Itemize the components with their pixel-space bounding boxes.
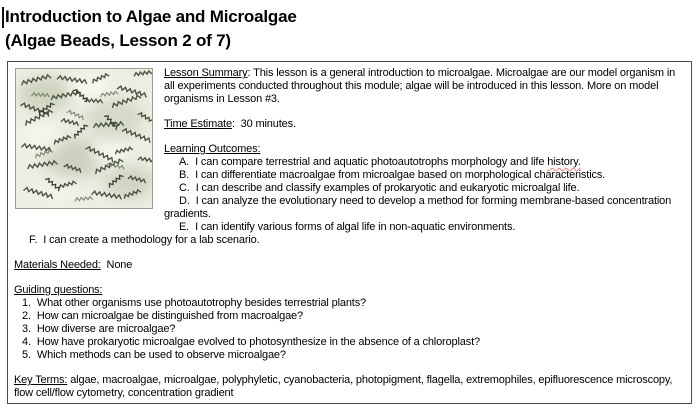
learning-outcomes-heading: Learning Outcomes: bbox=[164, 143, 261, 155]
learning-outcome-item-marker: D. bbox=[179, 195, 190, 207]
page-title-line1: Introduction to Algae and Microalgae bbox=[5, 7, 297, 26]
key-terms-label: Key Terms: bbox=[14, 374, 68, 386]
lesson-summary-text: This lesson is a general introduction to microalgae. Microalgae are our model organism in all experiments conducted throughout this module; algae will be introduced in this lesson. More on model organisms in Lesson #3. bbox=[164, 67, 676, 105]
learning-outcome-item-text: I can compare terrestrial and aquatic photoautotrophs morphology and life bbox=[195, 156, 548, 168]
learning-outcome-item-text: I can identify various forms of algal life in non-aquatic environments. bbox=[195, 221, 516, 233]
materials-needed-text: None bbox=[106, 259, 133, 271]
guiding-question-item-text: How have prokaryotic microalgae evolved to photosynthesize in the absence of a chloroplast? bbox=[36, 336, 480, 348]
learning-outcome-item-marker: F. bbox=[29, 234, 38, 246]
page-title-line2: (Algae Beads, Lesson 2 of 7) bbox=[5, 31, 231, 50]
learning-outcome-item-text: I can analyze the evolutionary need to develop a method for forming membrane-based concentration gradients. bbox=[164, 195, 672, 220]
blank-line bbox=[14, 362, 685, 374]
learning-outcome-item-text: I can describe and classify examples of prokaryotic and eukaryotic microalgal life. bbox=[195, 182, 580, 194]
key-terms bbox=[14, 374, 685, 400]
key-terms-text: algae, macroalgae, microalgae, polyphyletic, cyanobacteria, photopigment, flagella, extremophiles, epifluorescence microscopy, flow cell/flow cytometry, concentration gradient bbox=[14, 374, 673, 399]
learning-outcome-item-text: I can differentiate macroalgae from microalgae based on morphological characteristics. bbox=[195, 169, 606, 181]
learning-outcome-item-marker: A. bbox=[179, 156, 190, 168]
guiding-question-item-marker: 4. bbox=[22, 336, 31, 348]
lesson-summary-separator: : bbox=[247, 67, 254, 79]
guiding-question-item-text: What other organisms use photoautotrophy besides terrestrial plants? bbox=[36, 297, 367, 309]
learning-outcome-item-text: I can create a methodology for a lab scenario. bbox=[43, 234, 260, 246]
learning-outcome-item-marker: B. bbox=[179, 169, 190, 181]
spellcheck-underlined-word: history. bbox=[547, 156, 581, 168]
guiding-question-item bbox=[14, 310, 685, 323]
guiding-question-item bbox=[14, 336, 685, 349]
guiding-question-item bbox=[14, 349, 685, 362]
blank-line bbox=[14, 247, 685, 259]
materials-needed bbox=[14, 259, 685, 272]
algae-filaments-graphic bbox=[16, 69, 152, 208]
guiding-questions-list bbox=[14, 297, 685, 362]
guiding-question-item-text: How can microalgae be distinguished from macroalgae? bbox=[36, 310, 303, 322]
blank-line bbox=[14, 272, 685, 284]
guiding-question-item bbox=[14, 297, 685, 310]
text-cursor bbox=[2, 7, 4, 28]
time-estimate-separator: : bbox=[231, 118, 241, 130]
algae-microscopy-image bbox=[15, 68, 153, 209]
guiding-question-item bbox=[14, 323, 685, 336]
guiding-question-item-text: Which methods can be used to observe microalgae? bbox=[36, 349, 286, 361]
guiding-question-item-text: How diverse are microalgae? bbox=[36, 323, 176, 335]
lesson-overview-box bbox=[7, 61, 692, 404]
guiding-question-item-marker: 3. bbox=[22, 323, 31, 335]
lesson-summary-label: Lesson Summary bbox=[164, 67, 248, 79]
guiding-question-item-marker: 2. bbox=[22, 310, 31, 322]
materials-needed-label: Materials Needed: bbox=[14, 259, 101, 271]
page-title bbox=[5, 5, 690, 53]
guiding-questions-heading: Guiding questions: bbox=[14, 284, 103, 296]
learning-outcome-item-marker: C. bbox=[179, 182, 190, 194]
learning-outcome-item bbox=[14, 234, 685, 247]
learning-outcome-item bbox=[14, 221, 685, 234]
time-estimate-text: 30 minutes. bbox=[240, 118, 296, 130]
guiding-question-item-marker: 5. bbox=[22, 349, 31, 361]
guiding-question-item-marker: 1. bbox=[22, 297, 31, 309]
learning-outcome-item-marker: E. bbox=[179, 221, 190, 233]
time-estimate-label: Time Estimate bbox=[164, 118, 232, 130]
